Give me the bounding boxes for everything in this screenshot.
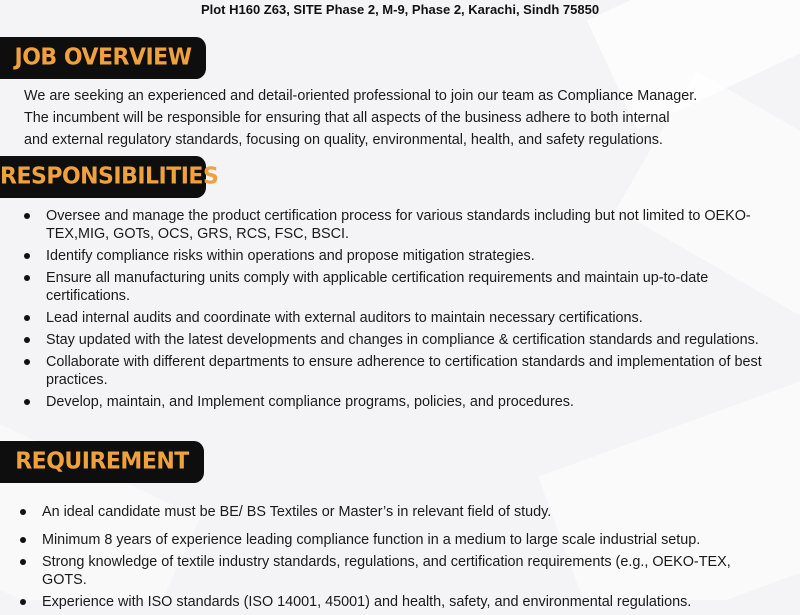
bullet-icon: [24, 399, 30, 405]
list-item-text: Ensure all manufacturing units comply with applicable certification requirements and maintain up-to-date certifications.: [46, 270, 709, 304]
bullet-icon: [24, 315, 30, 321]
list-item-text: Collaborate with different departments to ensure adherence to certification standards and implementation of best practices.: [46, 354, 762, 388]
requirement-list: [18, 503, 770, 615]
responsibilities-heading: RESPONSIBILITIES: [0, 156, 206, 198]
list-item-text: Lead internal audits and coordinate with external auditors to maintain necessary certifications.: [46, 310, 643, 326]
requirement-heading: REQUIREMENT: [0, 441, 204, 483]
bullet-icon: [24, 253, 30, 259]
overview-line: We are seeking an experienced and detail-oriented professional to join our team as Compliance Manager.: [24, 88, 698, 104]
bullet-icon: [24, 213, 30, 219]
list-item-text: Experience with ISO standards (ISO 14001, 45001) and health, safety, and environmental regulations.: [42, 594, 692, 610]
list-item: [18, 503, 770, 521]
overview-line: The incumbent will be responsible for ensuring that all aspects of the business adhere to both internal: [24, 110, 670, 126]
bullet-icon: [24, 337, 30, 343]
list-item: [22, 353, 770, 389]
list-item-text: Oversee and manage the product certification process for various standards including but not limited to OEKO-TEX,MIG, GOTs, OCS, GRS, RCS, FSC, BSCI.: [46, 208, 751, 242]
list-item-text: Minimum 8 years of experience leading compliance function in a medium to large scale industrial setup.: [42, 532, 701, 548]
company-address: Plot H160 Z63, SITE Phase 2, M-9, Phase 2, Karachi, Sindh 75850: [200, 2, 600, 17]
list-item: [22, 393, 770, 411]
list-item: [22, 247, 770, 265]
list-item-text: Strong knowledge of textile industry standards, regulations, and certification requirements (e.g., OEKO-TEX, GOTS.: [42, 554, 731, 588]
bullet-icon: [20, 559, 26, 565]
job-overview-text: [24, 85, 774, 151]
bullet-icon: [24, 359, 30, 365]
responsibilities-list: [22, 207, 770, 415]
list-item: [22, 207, 770, 243]
list-item-text: Develop, maintain, and Implement compliance programs, policies, and procedures.: [46, 394, 574, 410]
list-item: [22, 269, 770, 305]
bullet-icon: [24, 275, 30, 281]
bullet-icon: [20, 537, 26, 543]
list-item-text: Stay updated with the latest developments and changes in compliance & certification standards and regulations.: [46, 332, 759, 348]
list-item: [22, 309, 770, 327]
bullet-icon: [20, 509, 26, 515]
list-item-text: An ideal candidate must be BE/ BS Textiles or Master’s in relevant field of study.: [42, 504, 552, 520]
list-item: [18, 593, 770, 611]
list-item: [22, 331, 770, 349]
list-item-text: Identify compliance risks within operations and propose mitigation strategies.: [46, 248, 535, 264]
job-overview-heading: JOB OVERVIEW: [0, 37, 206, 79]
list-item: [18, 531, 770, 549]
list-item: [18, 553, 770, 589]
overview-line: and external regulatory standards, focusing on quality, environmental, health, and safety regulations.: [24, 132, 663, 148]
